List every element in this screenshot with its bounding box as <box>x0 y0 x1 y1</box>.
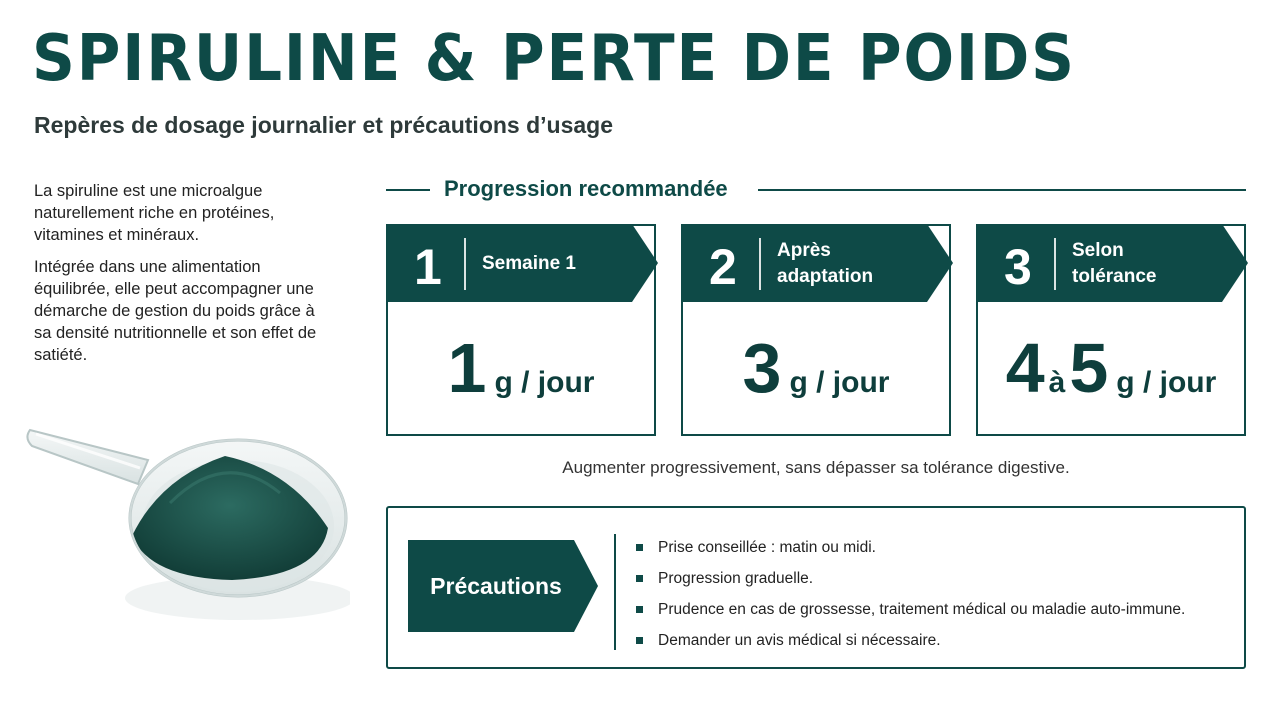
step-label: Après adaptation <box>777 240 874 287</box>
page-subtitle: Repères de dosage journalier et précautions d’usage <box>34 112 614 138</box>
step-label: Selon tolérance <box>1072 240 1157 287</box>
progression-heading-rule <box>386 178 1246 202</box>
dose-amount: 3 <box>742 329 782 407</box>
step-divider <box>1054 238 1056 290</box>
page-title: SPIRULINE & PERTE DE POIDS <box>32 22 1076 96</box>
step-number: 3 <box>1004 239 1032 295</box>
spirulina-scoop-image <box>20 408 350 628</box>
dose-card-2 <box>681 224 951 436</box>
list-item <box>636 625 1185 656</box>
progression-heading: Progression recommandée <box>444 176 728 201</box>
dose-amount-min: 4 <box>1005 329 1045 407</box>
list-item <box>636 563 1185 594</box>
dose-value <box>976 329 1246 407</box>
step-divider <box>759 238 761 290</box>
intro-paragraph-2: Intégrée dans une alimentation équilibrée, elle peut accompagner une démarche de gestion du poids grâce à sa densité nutritionnelle et son effet de satiété. <box>34 258 317 364</box>
precautions-list <box>636 532 1185 656</box>
intro-paragraph-1: La spiruline est une microalgue naturellement riche en protéines, vitamines et minéraux. <box>34 182 275 244</box>
precautions-panel <box>386 506 1246 669</box>
precautions-label: Précautions <box>430 572 562 599</box>
progression-note: Augmenter progressivement, sans dépasser sa tolérance digestive. <box>562 458 1070 477</box>
dose-unit: g / jour <box>789 366 890 399</box>
dose-value <box>386 329 656 407</box>
list-item <box>636 594 1185 625</box>
intro-text <box>34 180 334 376</box>
precaution-text: Prise conseillée : matin ou midi. <box>658 539 876 556</box>
square-bullet-icon <box>636 637 643 644</box>
dose-value <box>681 329 951 407</box>
dose-unit: g / jour <box>494 366 595 399</box>
precautions-divider <box>614 534 616 650</box>
precaution-text: Progression graduelle. <box>658 570 814 587</box>
step-label: Semaine 1 <box>482 253 576 274</box>
step-divider <box>464 238 466 290</box>
precaution-text: Prudence en cas de grossesse, traitement médical ou maladie auto-immune. <box>658 601 1186 618</box>
precaution-text: Demander un avis médical si nécessaire. <box>658 632 941 649</box>
square-bullet-icon <box>636 606 643 613</box>
list-item <box>636 532 1185 563</box>
dose-unit: g / jour <box>1116 366 1217 399</box>
heading-rule-right <box>758 189 1246 191</box>
dose-card-1 <box>386 224 656 436</box>
step-number: 2 <box>709 239 737 295</box>
scoop-handle <box>27 430 148 484</box>
square-bullet-icon <box>636 575 643 582</box>
square-bullet-icon <box>636 544 643 551</box>
dose-amount: 1 <box>447 329 487 407</box>
step-number: 1 <box>414 239 442 295</box>
dose-amount-max: 5 <box>1069 329 1109 407</box>
dose-connector: à <box>1048 366 1066 399</box>
dose-card-3 <box>976 224 1246 436</box>
heading-rule-left <box>386 189 430 191</box>
